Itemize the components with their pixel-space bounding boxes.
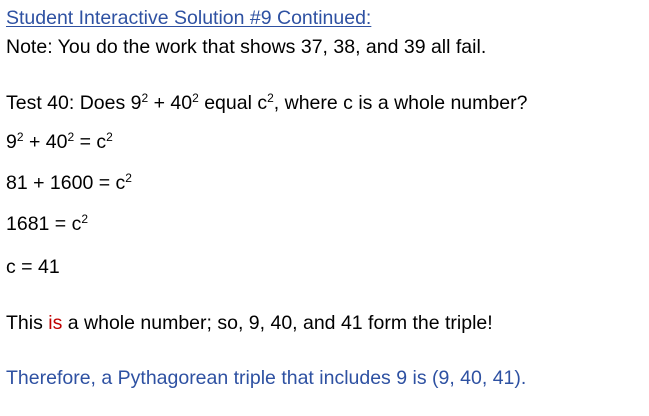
whole-emphasis: is [48, 312, 63, 334]
test-exponent-1: 2 [141, 91, 149, 105]
eq1-a: 9 [6, 131, 17, 153]
page-title: Student Interactive Solution #9 Continued: [6, 7, 372, 29]
whole-prefix: This [6, 312, 49, 334]
test-prefix: Test 40: Does 9 [6, 92, 142, 114]
equation-3 [6, 212, 89, 235]
equation-4: c = 41 [6, 256, 60, 278]
test-exponent-3: 2 [267, 91, 274, 105]
conclusion-text: Therefore, a Pythagorean triple that includes 9 is (9, 40, 41). [6, 367, 527, 389]
eq1-c: = c [74, 131, 107, 153]
eq2-exponent: 2 [125, 171, 132, 185]
whole-number-statement [6, 314, 493, 334]
test-question [6, 91, 528, 114]
eq1-c-exponent: 2 [106, 130, 113, 144]
equation-1 [6, 130, 113, 153]
equation-2 [6, 171, 132, 194]
eq2-left: 81 + 1600 = c [6, 172, 126, 194]
whole-suffix: a whole number; so, 9, 40, and 41 form the triple! [62, 312, 493, 334]
test-plus: + 40 [148, 92, 193, 114]
note-text: Note: You do the work that shows 37, 38, and 39 all fail. [6, 36, 487, 58]
eq3-left: 1681 = c [6, 213, 82, 235]
test-exponent-2: 2 [192, 91, 199, 105]
eq1-a-exponent: 2 [16, 130, 24, 144]
eq3-exponent: 2 [81, 212, 89, 226]
test-equal: equal c [198, 92, 268, 114]
test-suffix: , where c is a whole number? [273, 92, 528, 114]
eq1-b-exponent: 2 [67, 130, 75, 144]
eq1-b: + 40 [23, 131, 68, 153]
